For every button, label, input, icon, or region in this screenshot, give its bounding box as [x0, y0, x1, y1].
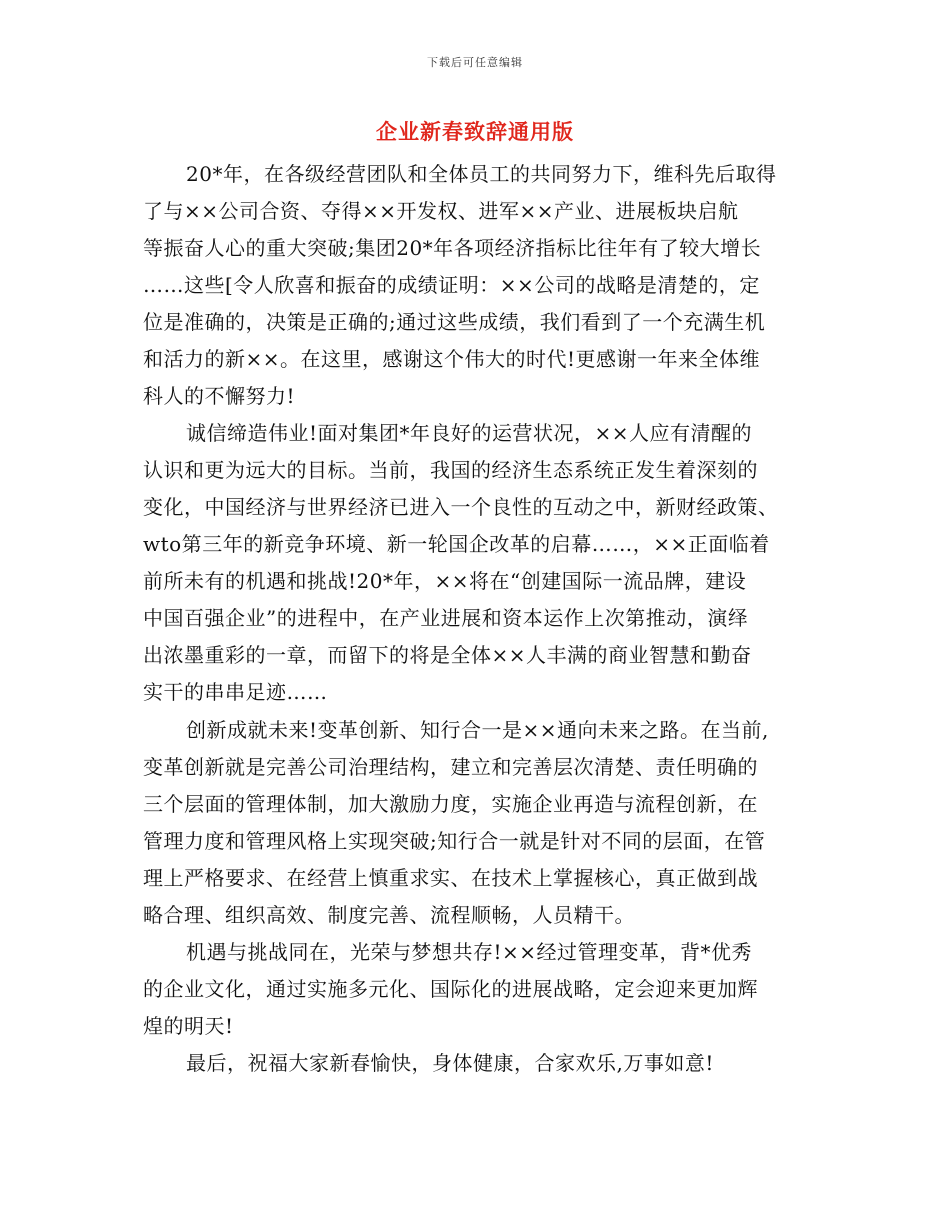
paragraph-line: 的企业文化，通过实施多元化、国际化的进展战略，定会迎来更加辉: [143, 977, 758, 1001]
paragraph-line: 创新成就未来!变革创新、知行合一是××通向未来之路。在当前,: [186, 718, 769, 742]
paragraph-line: 科人的不懈努力!: [143, 384, 296, 408]
paragraph-line: 20*年，在各级经营团队和全体员工的共同努力下，维科先后取得: [186, 162, 777, 186]
paragraph-line: 变革创新就是完善公司治理结构，建立和完善层次清楚、责任明确的: [143, 755, 758, 779]
paragraph-line: 出浓墨重彩的一章，而留下的将是全体××人丰满的商业智慧和勤奋: [143, 643, 752, 667]
paragraph-line: 略合理、组织高效、制度完善、流程顺畅，人员精干。: [143, 903, 635, 927]
paragraph-line: 最后，祝福大家新春愉快，身体健康，合家欢乐,万事如意!: [186, 1051, 714, 1075]
paragraph-line: 了与××公司合资、夺得××开发权、进军××产业、进展板块启航: [143, 199, 739, 223]
paragraph-line: 等振奋人心的重大突破;集团20*年各项经济指标比往年有了较大增长: [143, 236, 762, 260]
paragraph-line: 实干的串串足迹……: [143, 680, 328, 704]
paragraph-line: 三个层面的管理体制，加大激励力度，实施企业再造与流程创新，在: [143, 792, 758, 816]
paragraph-line: 位是准确的，决策是正确的;通过这些成绩，我们看到了一个充满生机: [143, 310, 766, 334]
paragraph-line: 和活力的新××。在这里，感谢这个伟大的时代!更感谢一年来全体维: [143, 347, 761, 371]
page-header: 下载后可任意编辑: [427, 56, 523, 69]
paragraph-line: ……这些[令人欣喜和振奋的成绩证明：××公司的战略是清楚的，定: [143, 273, 760, 297]
paragraph-line: 变化，中国经济与世界经济已进入一个良性的互动之中，新财经政策、: [143, 495, 779, 519]
paragraph-line: 机遇与挑战同在，光荣与梦想共存!××经过管理变革，背*优秀: [186, 940, 753, 964]
paragraph-line: 煌的明天!: [143, 1014, 234, 1038]
paragraph-line: 前所未有的机遇和挑战!20*年，××将在“创建国际一流品牌，建设: [143, 569, 747, 593]
paragraph-line: 理上严格要求、在经营上慎重求实、在技术上掌握核心，真正做到战: [143, 866, 758, 890]
paragraph-line: wto第三年的新竞争环境、新一轮国企改革的启幕……，××正面临着: [143, 532, 770, 556]
paragraph-line: 管理力度和管理风格上实现突破;知行合一就是针对不同的层面，在管: [143, 829, 766, 853]
paragraph-line: 中国百强企业”的进程中，在产业进展和资本运作上次第推动，演绎: [143, 606, 749, 630]
document-title: 企业新春致辞通用版: [376, 119, 574, 144]
paragraph-line: 诚信缔造伟业!面对集团*年良好的运营状况，××人应有清醒的: [186, 421, 753, 445]
paragraph-line: 认识和更为远大的目标。当前，我国的经济生态系统正发生着深刻的: [143, 458, 758, 482]
